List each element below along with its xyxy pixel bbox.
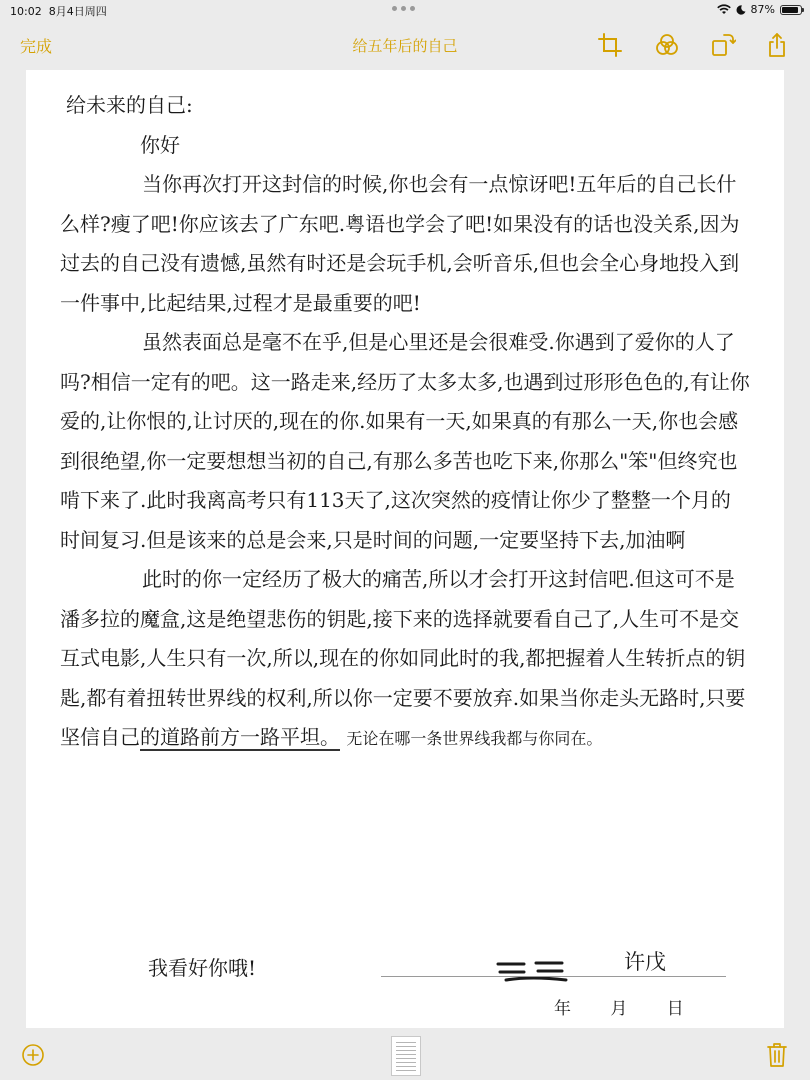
letter-paragraph-1: 当你再次打开这封信的时候,你也会有一点惊讶吧!五年后的自己长什么样?瘦了吧!你应该去了广东吧.粤语也学会了吧!如果没有的话也没关系,因为过去的自己没有遗憾,虽然有时还是会玩手机,会听音乐,但也会全心身地投入到一件事中,比起结果,过程才是最重要的吧! — [60, 172, 740, 315]
battery-icon — [780, 5, 802, 15]
rotate-icon[interactable] — [710, 32, 736, 58]
signature-line — [381, 976, 726, 977]
nav-bar — [0, 22, 810, 70]
letter-postscript: 无论在哪一条世界线我都与你同在。 — [346, 729, 603, 748]
signature-scribble — [496, 958, 576, 984]
crop-icon[interactable] — [597, 32, 623, 58]
letter-hello: 你好 — [140, 132, 180, 157]
underlined-phrase: 的道路前方一路平坦。 — [140, 725, 340, 749]
letter-greeting: 给未来的自己: — [66, 93, 193, 117]
document-title: 给五年后的自己 — [352, 37, 458, 55]
status-date: 8月4日周四 — [48, 5, 107, 18]
multitasking-dots[interactable] — [392, 6, 415, 11]
filter-icon[interactable] — [654, 32, 680, 58]
share-icon[interactable] — [764, 32, 790, 58]
status-clock: 10:02 — [10, 5, 42, 18]
page-thumbnail[interactable] — [391, 1036, 421, 1076]
scanned-document-page — [26, 70, 784, 1028]
battery-percent: 87% — [750, 3, 775, 16]
letter-date-line: 年 月 日 — [554, 999, 684, 1019]
plus-circle-icon[interactable] — [22, 1044, 44, 1066]
status-time — [10, 3, 107, 19]
wifi-icon — [717, 4, 731, 15]
letter-signature: 许戊 — [624, 950, 666, 974]
letter-paragraph-3: 此时的你一定经历了极大的痛苦,所以才会打开这封信吧.但这可不是潘多拉的魔盒,这是绝望悲伤的钥匙,接下来的选择就要看自己了,人生可不是交互式电影,人生只有一次,所以,现在的你如同此时的我,都把握着人生转折点的钥匙,都有着扭转世界线的权利,所以你一定要不要放弃.如果当你走头无路时,只要坚信自己的道路前方一路平坦。 无论在哪一条世界线我都与你同在。 — [60, 567, 746, 749]
bottom-toolbar — [0, 1028, 810, 1080]
trash-icon[interactable] — [766, 1042, 788, 1068]
letter-body — [60, 86, 750, 759]
letter-closing: 我看好你哦! — [148, 956, 257, 980]
status-indicators — [717, 3, 802, 16]
moon-icon — [736, 5, 746, 15]
letter-paragraph-2: 虽然表面总是毫不在乎,但是心里还是会很难受.你遇到了爱你的人了吗?相信一定有的吧。这一路走来,经历了太多太多,也遇到过形形色色的,有让你爱的,让你恨的,让讨厌的,现在的你.如果有一天,如果真的有那么一天,你也会感到很绝望,你一定要想想当初的自己,有那么多苦也吃下来,你那么"笨"但终究也啃下来了.此时我离高考只有113天了,这次突然的疫情让你少了整整一个月的时间复习.但是该来的总是会来,只是时间的问题,一定要坚持下去,加油啊 — [60, 330, 750, 552]
status-bar — [0, 0, 810, 22]
done-button[interactable]: 完成 — [20, 34, 52, 57]
